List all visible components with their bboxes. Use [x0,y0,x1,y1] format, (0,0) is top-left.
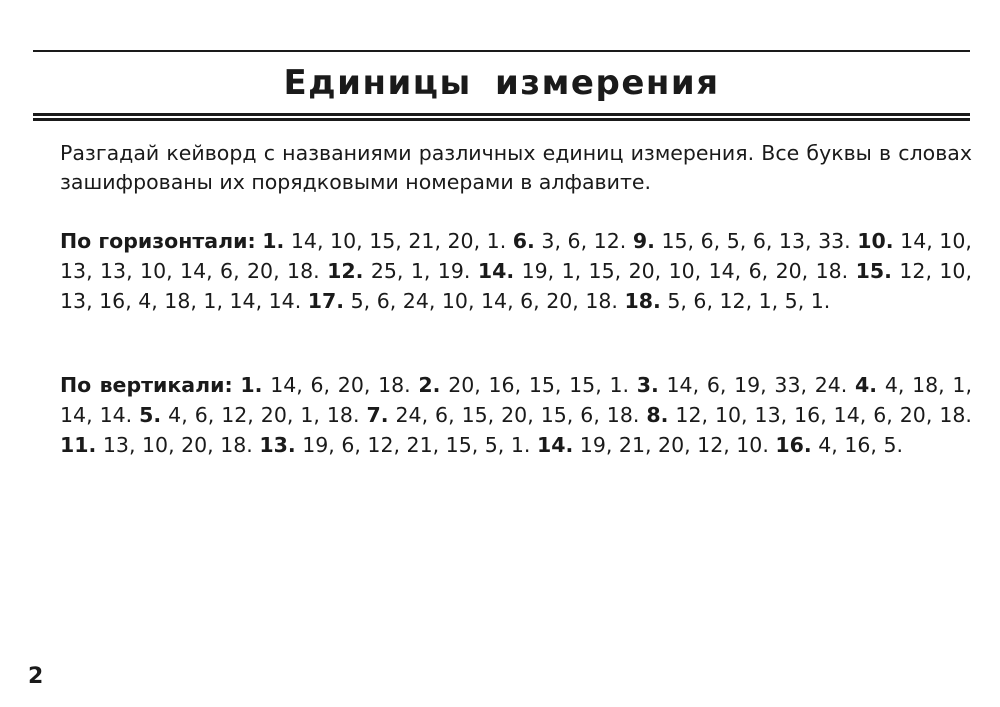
clue-number: 18. [624,289,661,313]
title-double-divider [33,113,970,121]
clue-number: 14. [477,259,515,283]
page-number: 2 [28,664,44,689]
vertical-heading: По вертикали: [60,373,233,397]
clue-code: 3, 6, 12. [541,229,627,253]
clue-code: 19, 1, 15, 20, 10, 14, 6, 20, 18. [521,259,849,283]
clue-number: 6. [512,229,535,253]
clue-code: 15, 6, 5, 6, 13, 33. [661,229,851,253]
clue-number: 10. [857,229,894,253]
clue-number: 16. [775,433,812,457]
clue-number: 1. [262,229,285,253]
clue-code: 14, 10, 13, 13, 10, 14, 6, 20, 18. [60,229,972,283]
clue-code: 19, 21, 20, 12, 10. [579,433,769,457]
clue-code: 24, 6, 15, 20, 15, 6, 18. [395,403,640,427]
clue-number: 1. [240,373,263,397]
page-title: Единицы измерения [283,63,720,103]
clue-code: 14, 6, 20, 18. [270,373,411,397]
clue-number: 15. [855,259,892,283]
horizontal-heading: По горизонтали: [60,229,256,253]
clue-code: 14, 6, 19, 33, 24. [666,373,848,397]
clue-code: 25, 1, 19. [370,259,471,283]
clue-code: 20, 16, 15, 15, 1. [448,373,630,397]
vertical-clues [60,370,972,460]
clue-number: 7. [366,403,389,427]
clue-code: 4, 16, 5. [818,433,904,457]
clue-code: 5, 6, 12, 1, 5, 1. [667,289,831,313]
clue-code: 4, 6, 12, 20, 1, 18. [168,403,360,427]
clue-number: 9. [632,229,655,253]
clue-number: 4. [855,373,878,397]
top-divider [33,50,970,52]
clue-number: 13. [259,433,296,457]
horizontal-clues [60,226,972,316]
clue-code: 19, 6, 12, 21, 15, 5, 1. [302,433,531,457]
clue-code: 4, 18, 1, 14, 14. [60,373,972,427]
clue-code: 14, 10, 15, 21, 20, 1. [290,229,507,253]
clue-code: 12, 10, 13, 16, 14, 6, 20, 18. [675,403,972,427]
clue-code: 12, 10, 13, 16, 4, 18, 1, 14, 14. [60,259,972,313]
clue-number: 17. [307,289,345,313]
instructions-text: Разгадай кейворд с названиями различных единиц измерения. Все буквы в словах зашифрованы их порядковыми номерами в алфавите. [60,141,972,194]
clue-code: 5, 6, 24, 10, 14, 6, 20, 18. [350,289,618,313]
clue-number: 5. [139,403,162,427]
clue-code: 13, 10, 20, 18. [102,433,253,457]
clue-number: 14. [536,433,574,457]
clue-number: 12. [327,259,364,283]
clue-number: 8. [646,403,669,427]
clue-number: 3. [636,373,659,397]
clue-number: 11. [60,433,97,457]
clue-number: 2. [418,373,441,397]
